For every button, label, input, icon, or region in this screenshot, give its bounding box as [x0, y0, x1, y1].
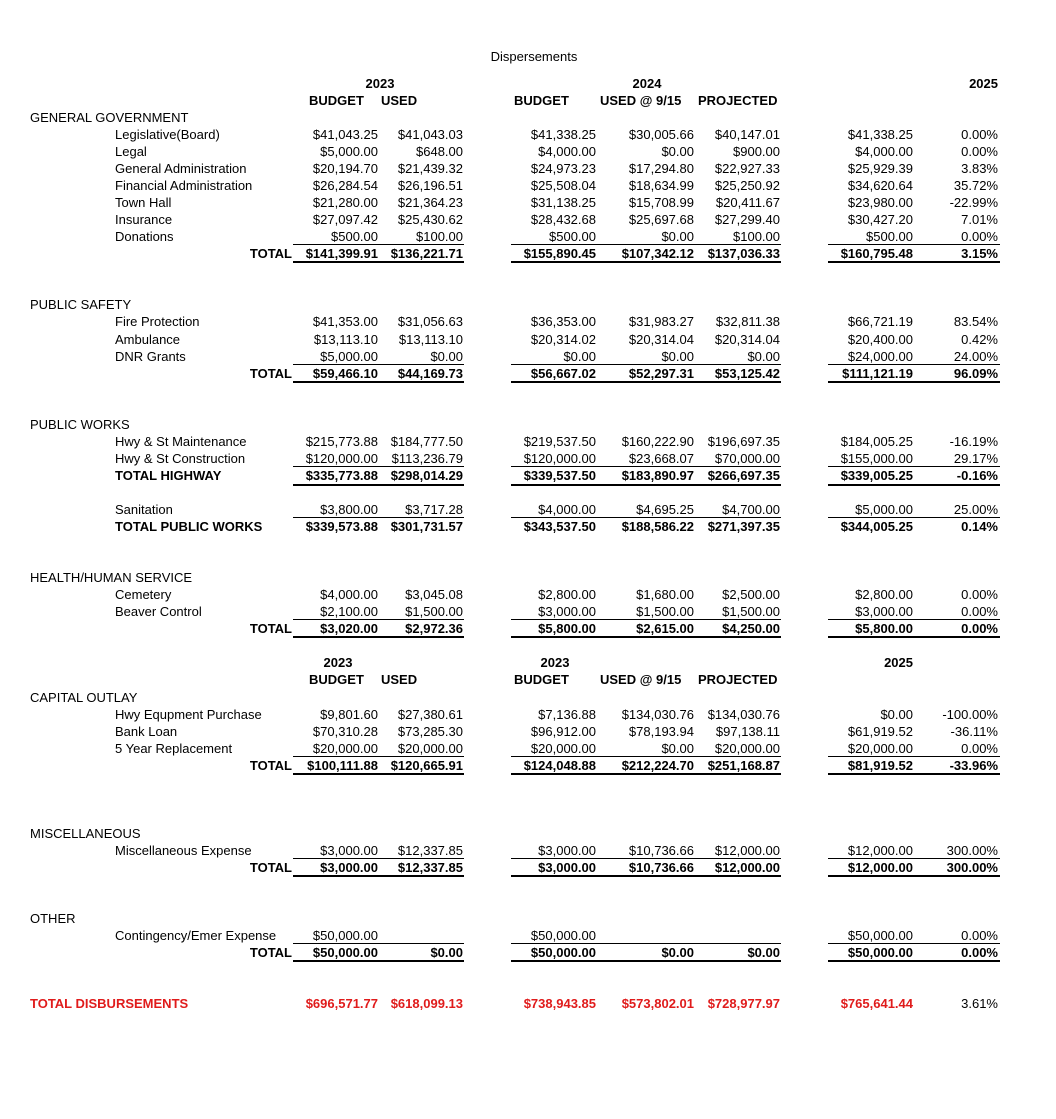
other-underline-2025: [828, 943, 1000, 944]
cell-b23: $13,113.10: [313, 332, 378, 347]
cell-b23: $21,280.00: [312, 195, 378, 210]
cell-pct: 83.54%: [953, 314, 998, 329]
cell-b24: $41,338.25: [530, 127, 596, 142]
capital-total-underline-2023: [293, 773, 464, 775]
cell-u23: $2,972.36: [405, 621, 463, 636]
cell-u24: $10,736.66: [628, 843, 694, 858]
cell-b25: $5,800.00: [855, 621, 913, 636]
cell-b25: $2,800.00: [855, 587, 913, 602]
year-2023-header-2: 2023: [323, 655, 353, 670]
row-label: Cemetery: [115, 587, 172, 602]
row-label: General Administration: [115, 161, 247, 176]
row-label: Hwy Equpment Purchase: [115, 707, 262, 722]
cell-b25: $50,000.00: [847, 928, 913, 943]
cell-u24: $160,222.90: [621, 434, 694, 449]
cell-pct: -36.11%: [950, 724, 998, 739]
cell-u23: $136,221.71: [390, 246, 463, 261]
cell-u24: $52,297.31: [628, 366, 694, 381]
cell-p24: $251,168.87: [707, 758, 780, 773]
col-used-2024-header: USED @ 9/15: [600, 93, 682, 108]
works-highway-underline-2023: [293, 466, 464, 467]
cell-u23: $13,113.10: [398, 332, 463, 347]
year-2025-header: 2025: [969, 76, 998, 91]
cell-b24: $155,890.45: [523, 246, 596, 261]
cell-u23: $31,056.63: [397, 314, 463, 329]
cell-p24: $97,138.11: [715, 724, 780, 739]
cell-p24: $0.00: [747, 945, 780, 960]
cell-pct: -22.99%: [949, 195, 998, 210]
other-underline-2023: [293, 943, 464, 944]
cell-u23: $12,337.85: [397, 843, 463, 858]
general-total-underline-2025: [828, 261, 1000, 263]
cell-b24: $2,800.00: [538, 587, 596, 602]
cell-u23: $12,337.85: [397, 860, 463, 875]
total-public-works-label: TOTAL PUBLIC WORKS: [115, 519, 263, 534]
cell-u24: $212,224.70: [621, 758, 694, 773]
cell-u24: $20,314.04: [628, 332, 694, 347]
cell-pct: 29.17%: [953, 451, 998, 466]
cell-u23: $73,285.30: [397, 724, 463, 739]
health-total-underline-2025: [828, 636, 1000, 638]
health-total-underline-2023: [293, 636, 464, 638]
cell-b23: $120,000.00: [305, 451, 378, 466]
cell-b24: $50,000.00: [530, 945, 596, 960]
cell-p24: $12,000.00: [714, 860, 780, 875]
cell-pct: 7.01%: [961, 212, 998, 227]
cell-p24: $22,927.33: [714, 161, 780, 176]
cell-b25: $500.00: [866, 229, 913, 244]
cell-b23: $70,310.28: [312, 724, 378, 739]
section-heading-health: HEALTH/HUMAN SERVICE: [30, 570, 193, 585]
cell-u24: $134,030.76: [621, 707, 694, 722]
cell-b24: $343,537.50: [523, 519, 596, 534]
general-total-underline-2023: [293, 261, 464, 263]
works-highway-total-underline-2023: [293, 484, 464, 486]
col-budget-2023-header-2: BUDGET: [309, 672, 364, 687]
cell-p24: $196,697.35: [707, 434, 780, 449]
cell-u24: $10,736.66: [628, 860, 694, 875]
cell-u23: $27,380.61: [397, 707, 463, 722]
cell-b25: $50,000.00: [847, 945, 913, 960]
col-used-2024-header-2: USED @ 9/15: [600, 672, 682, 687]
cell-u24: $78,193.94: [628, 724, 694, 739]
year-2024-header: 2024: [632, 76, 662, 91]
cell-b23: $339,573.88: [305, 519, 378, 534]
cell-u23: $21,364.23: [397, 195, 463, 210]
cell-u24: $1,680.00: [636, 587, 694, 602]
cell-b25: $20,400.00: [847, 332, 913, 347]
cell-b25: $5,000.00: [855, 502, 913, 517]
year-2023-header-3: 2023: [540, 655, 570, 670]
cell-u23: $113,236.79: [391, 451, 463, 466]
grand-total-u24: $573,802.01: [621, 996, 694, 1011]
works-sanitation-underline-2024: [511, 517, 781, 518]
misc-total-underline-2025: [828, 875, 1000, 877]
grand-total-b23: $696,571.77: [305, 996, 378, 1011]
health-underline-2023: [293, 619, 464, 620]
cell-p24: $4,700.00: [722, 502, 780, 517]
cell-u24: $17,294.80: [628, 161, 694, 176]
capital-underline-2025: [828, 756, 1000, 757]
cell-b23: $27,097.42: [312, 212, 378, 227]
cell-b24: $7,136.88: [538, 707, 596, 722]
safety-underline-2024: [511, 364, 781, 365]
cell-pct: 0.00%: [961, 604, 998, 619]
cell-b25: $155,000.00: [840, 451, 913, 466]
cell-u23: $301,731.57: [390, 519, 463, 534]
cell-b25: $4,000.00: [855, 144, 913, 159]
cell-b24: $20,314.02: [530, 332, 596, 347]
other-total-underline-2024: [511, 960, 781, 962]
misc-total-underline-2023: [293, 875, 464, 877]
cell-b23: $100,111.88: [307, 758, 378, 773]
cell-pct: 24.00%: [953, 349, 998, 364]
cell-u23: $3,717.28: [405, 502, 463, 517]
year-2023-header: 2023: [365, 76, 395, 91]
cell-u24: $25,697.68: [628, 212, 694, 227]
cell-b24: $5,800.00: [538, 621, 596, 636]
works-highway-underline-2024: [511, 466, 781, 467]
cell-u23: $21,439.32: [397, 161, 463, 176]
health-total-underline-2024: [511, 636, 781, 638]
cell-u23: $25,430.62: [397, 212, 463, 227]
cell-b25: $61,919.52: [847, 724, 913, 739]
cell-pct: 0.00%: [961, 587, 998, 602]
cell-pct: 0.00%: [961, 144, 998, 159]
cell-p24: $2,500.00: [722, 587, 780, 602]
misc-total-underline-2024: [511, 875, 781, 877]
cell-p24: $4,250.00: [722, 621, 780, 636]
col-projected-2024-header-2: PROJECTED: [698, 672, 778, 687]
cell-pct: -33.96%: [949, 758, 998, 773]
cell-p24: $20,411.67: [715, 195, 780, 210]
col-used-2023-header: USED: [381, 93, 418, 108]
cell-b25: $339,005.25: [840, 468, 913, 483]
grand-total-pct: 3.61%: [961, 996, 998, 1011]
row-label: Town Hall: [115, 195, 172, 210]
total-label-capital: TOTAL: [249, 758, 292, 773]
cell-u23: $26,196.51: [397, 178, 463, 193]
cell-b24: $50,000.00: [530, 928, 596, 943]
cell-b23: $20,000.00: [312, 741, 378, 756]
cell-p24: $53,125.42: [714, 366, 780, 381]
cell-p24: $27,299.40: [714, 212, 780, 227]
cell-b24: $3,000.00: [538, 604, 596, 619]
row-label: Hwy & St Construction: [115, 451, 246, 466]
cell-b23: $5,000.00: [320, 349, 378, 364]
cell-b23: $3,020.00: [320, 621, 378, 636]
cell-p24: $271,397.35: [707, 519, 780, 534]
cell-b25: $3,000.00: [855, 604, 913, 619]
total-label-misc: TOTAL: [249, 860, 292, 875]
grand-total-u23: $618,099.13: [390, 996, 463, 1011]
cell-p24: $134,030.76: [707, 707, 780, 722]
cell-b25: $81,919.52: [847, 758, 913, 773]
cell-u24: $30,005.66: [628, 127, 694, 142]
cell-u23: $0.00: [430, 945, 463, 960]
row-label: Legislative(Board): [115, 127, 220, 142]
safety-total-underline-2023: [293, 381, 464, 383]
cell-u24: $188,586.22: [621, 519, 694, 534]
safety-total-underline-2025: [828, 381, 1000, 383]
cell-u23: $648.00: [416, 144, 463, 159]
safety-underline-2025: [828, 364, 1000, 365]
cell-b24: $31,138.25: [530, 195, 596, 210]
cell-b24: $3,000.00: [538, 843, 596, 858]
total-label-general: TOTAL: [249, 246, 292, 261]
misc-underline-2023: [293, 858, 464, 859]
works-highway-underline-2025: [828, 466, 1000, 467]
cell-b24: $25,508.04: [530, 178, 596, 193]
cell-pct: 300.00%: [946, 843, 998, 858]
cell-b25: $344,005.25: [840, 519, 913, 534]
cell-b23: $335,773.88: [305, 468, 378, 483]
misc-underline-2025: [828, 858, 1000, 859]
cell-b24: $56,667.02: [530, 366, 596, 381]
cell-b23: $50,000.00: [312, 928, 378, 943]
row-label: Legal: [115, 144, 147, 159]
cell-b25: $25,929.39: [847, 161, 913, 176]
cell-b25: $66,721.19: [847, 314, 913, 329]
cell-u23: $0.00: [430, 349, 463, 364]
cell-u23: $298,014.29: [390, 468, 463, 483]
cell-u24: $18,634.99: [628, 178, 694, 193]
row-label: Insurance: [115, 212, 173, 227]
section-heading-misc: MISCELLANEOUS: [30, 826, 141, 841]
cell-u24: $107,342.12: [621, 246, 694, 261]
cell-b25: $34,620.64: [847, 178, 913, 193]
cell-u24: $0.00: [661, 349, 694, 364]
cell-b25: $160,795.48: [840, 246, 913, 261]
cell-b23: $4,000.00: [320, 587, 378, 602]
cell-u23: $41,043.03: [397, 127, 463, 142]
year-2025-header-2: 2025: [884, 655, 913, 670]
cell-u24: $0.00: [661, 945, 694, 960]
cell-u23: $100.00: [416, 229, 463, 244]
cell-u23: $3,045.08: [405, 587, 463, 602]
cell-u24: $0.00: [661, 229, 694, 244]
cell-b24: $20,000.00: [530, 741, 596, 756]
cell-b24: $24,973.23: [530, 161, 596, 176]
cell-b23: $20,194.70: [312, 161, 378, 176]
other-total-underline-2025: [828, 960, 1000, 962]
general-underline-2023: [293, 244, 464, 245]
cell-u24: $0.00: [661, 144, 694, 159]
cell-u24: $31,983.27: [628, 314, 694, 329]
works-sanitation-underline-2023: [293, 517, 464, 518]
safety-underline-2023: [293, 364, 464, 365]
cell-p24: $12,000.00: [714, 843, 780, 858]
cell-pct: 3.83%: [961, 161, 998, 176]
capital-underline-2024: [511, 756, 781, 757]
cell-b24: $120,000.00: [523, 451, 596, 466]
cell-pct: 0.00%: [961, 229, 998, 244]
cell-b24: $124,048.88: [523, 758, 596, 773]
cell-b24: $36,353.00: [530, 314, 596, 329]
cell-b23: $500.00: [331, 229, 378, 244]
col-budget-2024-header: BUDGET: [514, 93, 569, 108]
cell-b23: $26,284.54: [312, 178, 378, 193]
cell-pct: 0.00%: [961, 928, 998, 943]
cell-u23: $20,000.00: [397, 741, 463, 756]
cell-b25: $0.00: [880, 707, 913, 722]
page-title: Dispersements: [490, 49, 578, 64]
cell-b23: $3,800.00: [320, 502, 378, 517]
cell-b25: $20,000.00: [847, 741, 913, 756]
section-heading-capital: CAPITAL OUTLAY: [30, 690, 138, 705]
cell-b24: $4,000.00: [538, 144, 596, 159]
general-underline-2024: [511, 244, 781, 245]
section-heading-works: PUBLIC WORKS: [30, 417, 130, 432]
cell-p24: $40,147.01: [714, 127, 780, 142]
cell-pct: 0.00%: [961, 945, 998, 960]
row-label: Fire Protection: [115, 314, 200, 329]
cell-p24: $32,811.38: [715, 314, 780, 329]
section-heading-safety: PUBLIC SAFETY: [30, 297, 132, 312]
section-heading-other: OTHER: [30, 911, 76, 926]
cell-b23: $41,043.25: [312, 127, 378, 142]
general-total-underline-2024: [511, 261, 781, 263]
total-label-health: TOTAL: [249, 621, 292, 636]
row-label: Ambulance: [115, 332, 181, 347]
cell-u23: $1,500.00: [405, 604, 463, 619]
cell-p24: $0.00: [747, 349, 780, 364]
misc-underline-2024: [511, 858, 781, 859]
cell-p24: $100.00: [733, 229, 780, 244]
total-label-safety: TOTAL: [249, 366, 292, 381]
cell-b25: $23,980.00: [847, 195, 913, 210]
grand-total-label: TOTAL DISBURSEMENTS: [30, 996, 189, 1011]
health-underline-2025: [828, 619, 1000, 620]
cell-pct: 0.14%: [961, 519, 998, 534]
cell-pct: 0.42%: [961, 332, 998, 347]
row-label: Contingency/Emer Expense: [115, 928, 277, 943]
cell-pct: 0.00%: [961, 621, 998, 636]
works-sanitation-underline-2025: [828, 517, 1000, 518]
cell-pct: 0.00%: [961, 127, 998, 142]
safety-total-underline-2024: [511, 381, 781, 383]
total-label-other: TOTAL: [249, 945, 292, 960]
health-underline-2024: [511, 619, 781, 620]
cell-p24: $70,000.00: [714, 451, 780, 466]
cell-b23: $5,000.00: [320, 144, 378, 159]
cell-pct: 3.15%: [961, 246, 998, 261]
cell-u23: $184,777.50: [390, 434, 463, 449]
cell-p24: $25,250.92: [714, 178, 780, 193]
cell-b24: $3,000.00: [538, 860, 596, 875]
cell-b23: $141,399.91: [305, 246, 378, 261]
row-label: 5 Year Replacement: [115, 741, 233, 756]
general-underline-2025: [828, 244, 1000, 245]
cell-b25: $111,121.19: [842, 366, 913, 381]
cell-b25: $41,338.25: [847, 127, 913, 142]
col-used-2023-header-2: USED: [381, 672, 418, 687]
cell-pct: -100.00%: [942, 707, 998, 722]
cell-p24: $20,000.00: [714, 741, 780, 756]
cell-b25: $30,427.20: [847, 212, 913, 227]
cell-u24: $23,668.07: [628, 451, 694, 466]
section-heading-general: GENERAL GOVERNMENT: [30, 110, 189, 125]
cell-b24: $0.00: [563, 349, 596, 364]
total-highway-label: TOTAL HIGHWAY: [115, 468, 222, 483]
cell-p24: $266,697.35: [707, 468, 780, 483]
row-label: Miscellaneous Expense: [115, 843, 252, 858]
cell-u24: $0.00: [661, 741, 694, 756]
cell-u24: $4,695.25: [636, 502, 694, 517]
cell-b23: $3,000.00: [320, 860, 378, 875]
cell-p24: $137,036.33: [707, 246, 780, 261]
cell-b24: $500.00: [549, 229, 596, 244]
cell-b24: $4,000.00: [538, 502, 596, 517]
cell-u23: $44,169.73: [397, 366, 463, 381]
cell-b23: $41,353.00: [312, 314, 378, 329]
cell-b24: $28,432.68: [530, 212, 596, 227]
cell-pct: 35.72%: [953, 178, 998, 193]
grand-total-p24: $728,977.97: [707, 996, 780, 1011]
cell-b23: $3,000.00: [320, 843, 378, 858]
cell-u23: $120,665.91: [390, 758, 463, 773]
cell-b24: $96,912.00: [530, 724, 596, 739]
cell-pct: -16.19%: [949, 434, 998, 449]
row-label: Beaver Control: [115, 604, 202, 619]
col-budget-2023-header: BUDGET: [309, 93, 364, 108]
cell-p24: $20,314.04: [714, 332, 780, 347]
cell-pct: -0.16%: [956, 468, 998, 483]
cell-pct: 96.09%: [953, 366, 998, 381]
row-label: Bank Loan: [115, 724, 178, 739]
other-underline-2024: [511, 943, 781, 944]
cell-p24: $1,500.00: [722, 604, 780, 619]
cell-pct: 25.00%: [953, 502, 998, 517]
works-highway-total-underline-2025: [828, 484, 1000, 486]
cell-b23: $59,466.10: [312, 366, 378, 381]
row-label: Donations: [115, 229, 174, 244]
cell-b23: $2,100.00: [320, 604, 378, 619]
cell-b23: $9,801.60: [320, 707, 378, 722]
cell-pct: 300.00%: [946, 860, 998, 875]
cell-u24: $2,615.00: [636, 621, 694, 636]
other-total-underline-2023: [293, 960, 464, 962]
cell-pct: 0.00%: [961, 741, 998, 756]
row-label: Sanitation: [115, 502, 173, 517]
cell-u24: $15,708.99: [628, 195, 694, 210]
col-budget-2024-header-2: BUDGET: [514, 672, 569, 687]
cell-b23: $50,000.00: [312, 945, 378, 960]
capital-total-underline-2025: [828, 773, 1000, 775]
cell-b24: $339,537.50: [523, 468, 596, 483]
col-projected-2024-header: PROJECTED: [698, 93, 778, 108]
grand-total-b24: $738,943.85: [523, 996, 596, 1011]
cell-b23: $215,773.88: [305, 434, 378, 449]
cell-u24: $1,500.00: [636, 604, 694, 619]
capital-total-underline-2024: [511, 773, 781, 775]
cell-b25: $184,005.25: [840, 434, 913, 449]
cell-p24: $900.00: [733, 144, 780, 159]
row-label: Hwy & St Maintenance: [115, 434, 247, 449]
row-label: DNR Grants: [115, 349, 186, 364]
grand-total-b25: $765,641.44: [840, 996, 913, 1011]
row-label: Financial Administration: [115, 178, 253, 193]
cell-b25: $12,000.00: [847, 843, 913, 858]
cell-u24: $183,890.97: [621, 468, 694, 483]
cell-b24: $219,537.50: [523, 434, 596, 449]
cell-b25: $24,000.00: [847, 349, 913, 364]
works-highway-total-underline-2024: [511, 484, 781, 486]
cell-b25: $12,000.00: [847, 860, 913, 875]
capital-underline-2023: [293, 756, 464, 757]
